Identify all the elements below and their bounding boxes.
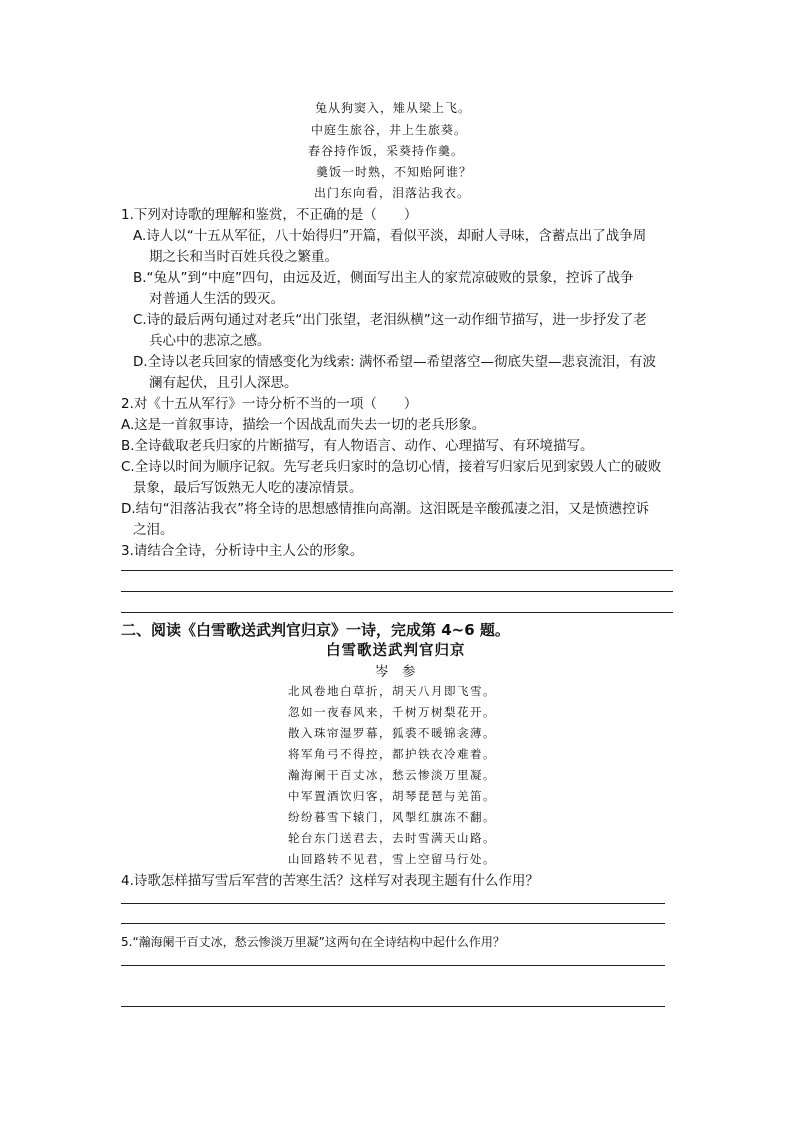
question-4-stem: 4.诗歌怎样描写雪后军营的苦寒生活？这样写对表现主题有什么作用？ [121,873,539,889]
q2-option-c-cont: 景象，最后写饭熟无人吃的凄凉情景。 [133,480,363,496]
q2-option-d-cont: 之泪。 [133,522,174,538]
question-1-stem: 1.下列对诗歌的理解和鉴赏，不正确的是（ ） [121,207,418,223]
q1-option-b: B.“兔从”到“中庭”四句，由远及近，侧面写出主人的家荒凉破败的景象，控诉了战争 [133,270,634,286]
poem-line: 将军角弓不得控，都护铁衣冷难着。 [288,747,496,761]
poem-line: 纷纷暮雪下辕门，风掣红旗冻不翻。 [288,810,496,824]
q1-option-c-cont: 兵心中的悲凉之感。 [149,333,271,349]
q1-option-d-cont: 澜有起伏，且引人深思。 [149,375,298,391]
q2-option-b: B.全诗截取老兵归家的片断描写，有人物语言、动作、心理描写、有环境描写。 [121,438,594,454]
answer-line [121,591,673,592]
answer-line [121,923,665,924]
answer-line [121,570,673,571]
poem-line: 山回路转不见君，雪上空留马行处。 [288,852,496,866]
section-heading: 二、阅读《白雪歌送武判官归京》一诗，完成第 4~6 题。 [121,621,510,639]
q1-option-d: D.全诗以老兵回家的情感变化为线索: 满怀希望—希望落空—彻底失望—悲哀流泪，有波 [133,354,657,370]
poem-line: 北风卷地白草折，胡天八月即飞雪。 [288,684,496,698]
q1-option-b-cont: 对普通人生活的毁灭。 [149,291,284,307]
q1-option-a-cont: 期之长和当时百姓兵役之繁重。 [149,249,338,265]
question-3-stem: 3.请结合全诗，分析诗中主人公的形象。 [121,543,364,559]
poem-line: 散入珠帘湿罗幕，狐裘不暖锦衾薄。 [288,726,496,740]
answer-line [121,965,665,966]
poem-line: 舂谷持作饭，采葵持作羹。 [308,144,465,158]
poem-line: 轮台东门送君去，去时雪满天山路。 [288,831,496,845]
question-5-stem: 5.“瀚海阑干百丈冰，愁云惨淡万里凝”这两句在全诗结构中起什么作用？ [121,935,505,949]
poem-line: 兔从狗窦入，雉从梁上飞。 [315,101,472,115]
q2-option-a: A.这是一首叙事诗，描绘一个因战乱而失去一切的老兵形象。 [121,417,486,433]
question-2-stem: 2.对《十五从军行》一诗分析不当的一项（ ） [121,396,418,412]
poem-line: 羹饭一时熟，不知贻阿谁？ [316,165,473,179]
answer-line [121,612,673,613]
poem-line: 瀚海阑干百丈冰，愁云惨淡万里凝。 [288,768,496,782]
q2-option-c: C.全诗以时间为顺序记叙。先写老兵归家时的急切心情，接着写归家后见到家毁人亡的破败 [121,459,662,475]
poem-title: 白雪歌送武判官归京 [326,643,466,659]
q1-option-a: A.诗人以“十五从军征，八十始得归”开篇，看似平淡，却耐人寻味，含蓄点出了战争周 [133,228,647,244]
answer-line [121,1006,665,1007]
poem-line: 出门东向看，泪落沾我衣。 [314,186,471,200]
q2-option-d: D.结句“泪落沾我衣”将全诗的思想感情推向高潮。这泪既是辛酸孤凄之泪，又是愤懑控诉 [121,501,650,517]
poem-author: 岑 参 [375,664,416,680]
poem-line: 中军置酒饮归客，胡琴琵琶与羌笛。 [288,789,496,803]
poem-line: 忽如一夜春风来，千树万树梨花开。 [288,705,496,719]
q1-option-c: C.诗的最后两句通过对老兵“出门张望，老泪纵横”这一动作细节描写，进一步抒发了老 [133,312,647,328]
answer-line [121,903,665,904]
poem-line: 中庭生旅谷，井上生旅葵。 [311,123,468,137]
